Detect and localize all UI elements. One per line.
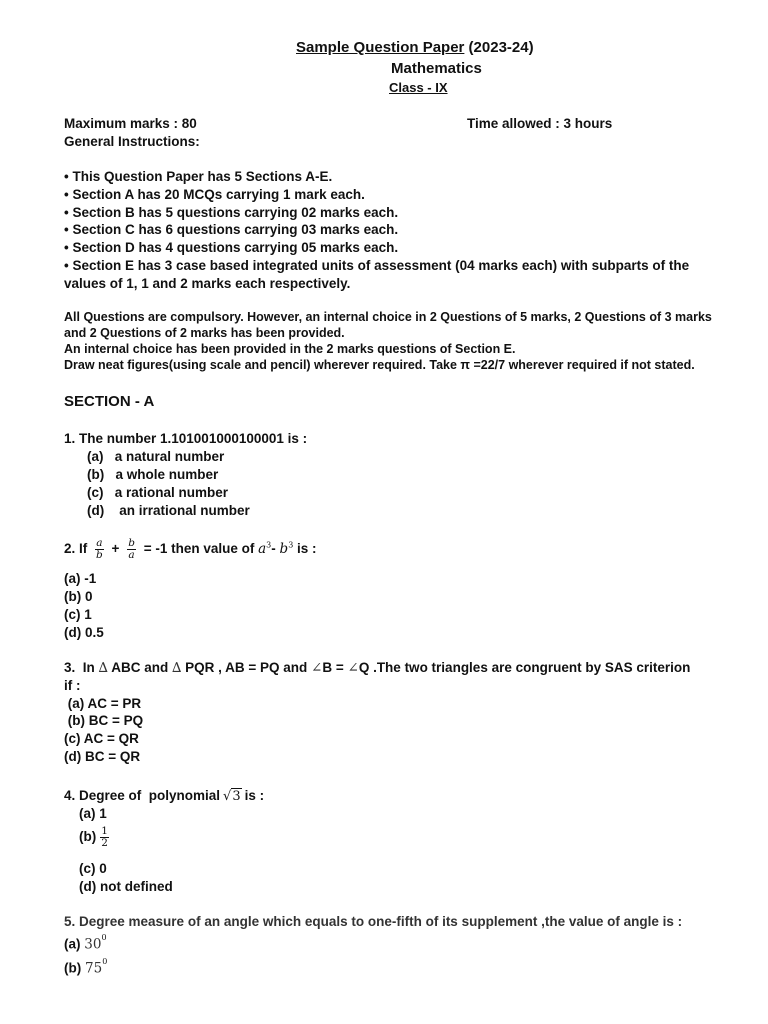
q3-option-b: (b) BC = PQ (64, 713, 144, 728)
instruction-note: Draw neat figures(using scale and pencil) wherever required. Take π =22/7 wherever required if not stated. (64, 358, 695, 372)
instruction-bullet: • Section A has 20 MCQs carrying 1 mark each. (64, 187, 365, 202)
subject-title: Mathematics (391, 60, 482, 77)
q2-var-b: b (279, 541, 289, 558)
max-marks: Maximum marks : 80 (64, 116, 197, 131)
paper-title (296, 39, 534, 56)
q1-option-c: (c) a rational number (87, 485, 229, 500)
question-3-continuation: if : (64, 678, 81, 693)
question-2 (64, 538, 317, 561)
q2-var-a: a (258, 541, 267, 558)
q2-fraction-a-over-b: $\frac{a}{b}$ (96, 537, 103, 561)
q3-option-d: (d) BC = QR (64, 749, 141, 764)
q2-suffix: is : (297, 541, 317, 557)
q1-option-b: (b) a whole number (87, 467, 219, 482)
one-half-fraction: $\frac{1}{2}$ (101, 825, 108, 849)
question-4: 4. Degree of polynomial √3 is : (64, 788, 265, 804)
instruction-note: and 2 Questions of 2 marks has been provided. (64, 326, 345, 340)
instruction-bullet: • This Question Paper has 5 Sections A-E. (64, 169, 333, 184)
instruction-bullet: • Section B has 5 questions carrying 02 marks each. (64, 205, 399, 220)
triangle-symbol: ∆ (171, 660, 182, 676)
q4-option-a: (a) 1 (79, 806, 107, 821)
general-instructions-heading: General Instructions: (64, 134, 200, 149)
q2-middle: = -1 then value of (143, 541, 255, 557)
question-5: 5. Degree measure of an angle which equals to one-fifth of its supplement ,the value of angle is : (64, 914, 683, 929)
instruction-bullet: • Section C has 6 questions carrying 03 marks each. (64, 222, 399, 237)
class-title: Class - IX (389, 80, 448, 95)
instruction-note: All Questions are compulsory. However, an internal choice in 2 Questions of 5 marks, 2 Questions of 3 marks (64, 310, 712, 324)
q2-exp-a: 3 (266, 540, 272, 550)
q2-prefix: 2. If (64, 541, 88, 557)
q2-option-d: (d) 0.5 (64, 625, 104, 640)
question-1: 1. The number 1.101001000100001 is : (64, 431, 308, 446)
instruction-note: An internal choice has been provided in the 2 marks questions of Section E. (64, 342, 516, 356)
q3-option-a: (a) AC = PR (64, 696, 142, 711)
q2-minus: - (271, 541, 276, 557)
instruction-bullet: • Section E has 3 case based integrated units of assessment (04 marks each) with subparts of the (64, 258, 690, 273)
q1-option-d: (d) an irrational number (87, 503, 250, 518)
q1-option-a: (a) a natural number (87, 449, 225, 464)
question-3: 3. In ∆ ABC and ∆ PQR , AB = PQ and ∠B = ∠Q .The two triangles are congruent by SAS criterion (64, 660, 691, 676)
q5-option-b: (b) $75^0$ (64, 957, 108, 977)
instruction-bullet: • Section D has 4 questions carrying 05 marks each. (64, 240, 399, 255)
q3-option-c: (c) AC = QR (64, 731, 139, 746)
q5-option-a: (a) $30^0$ (64, 933, 107, 953)
q2-option-b: (b) 0 (64, 589, 93, 604)
section-a-heading: SECTION - A (64, 393, 155, 410)
q2-plus: + (111, 541, 120, 557)
q4-option-c: (c) 0 (79, 861, 107, 876)
paper-title-year: (2023-24) (464, 39, 534, 56)
angle-symbol: ∠ (311, 660, 323, 676)
angle-symbol: ∠ (347, 660, 359, 676)
q4-option-b: (b) $\frac{1}{2}$ (79, 825, 108, 849)
paper-title-main: Sample Question Paper (296, 39, 465, 56)
square-root-3: √3 (223, 789, 241, 804)
q2-fraction-b-over-a: $\frac{b}{a}$ (128, 537, 135, 561)
instruction-bullet-continuation: values of 1, 1 and 2 marks each respectively. (64, 276, 351, 291)
time-allowed: Time allowed : 3 hours (467, 116, 613, 131)
q4-option-d: (d) not defined (79, 879, 173, 894)
q2-option-c: (c) 1 (64, 607, 92, 622)
triangle-symbol: ∆ (98, 660, 108, 676)
q2-option-a: (a) -1 (64, 571, 97, 586)
q2-exp-b: 3 (288, 540, 294, 550)
